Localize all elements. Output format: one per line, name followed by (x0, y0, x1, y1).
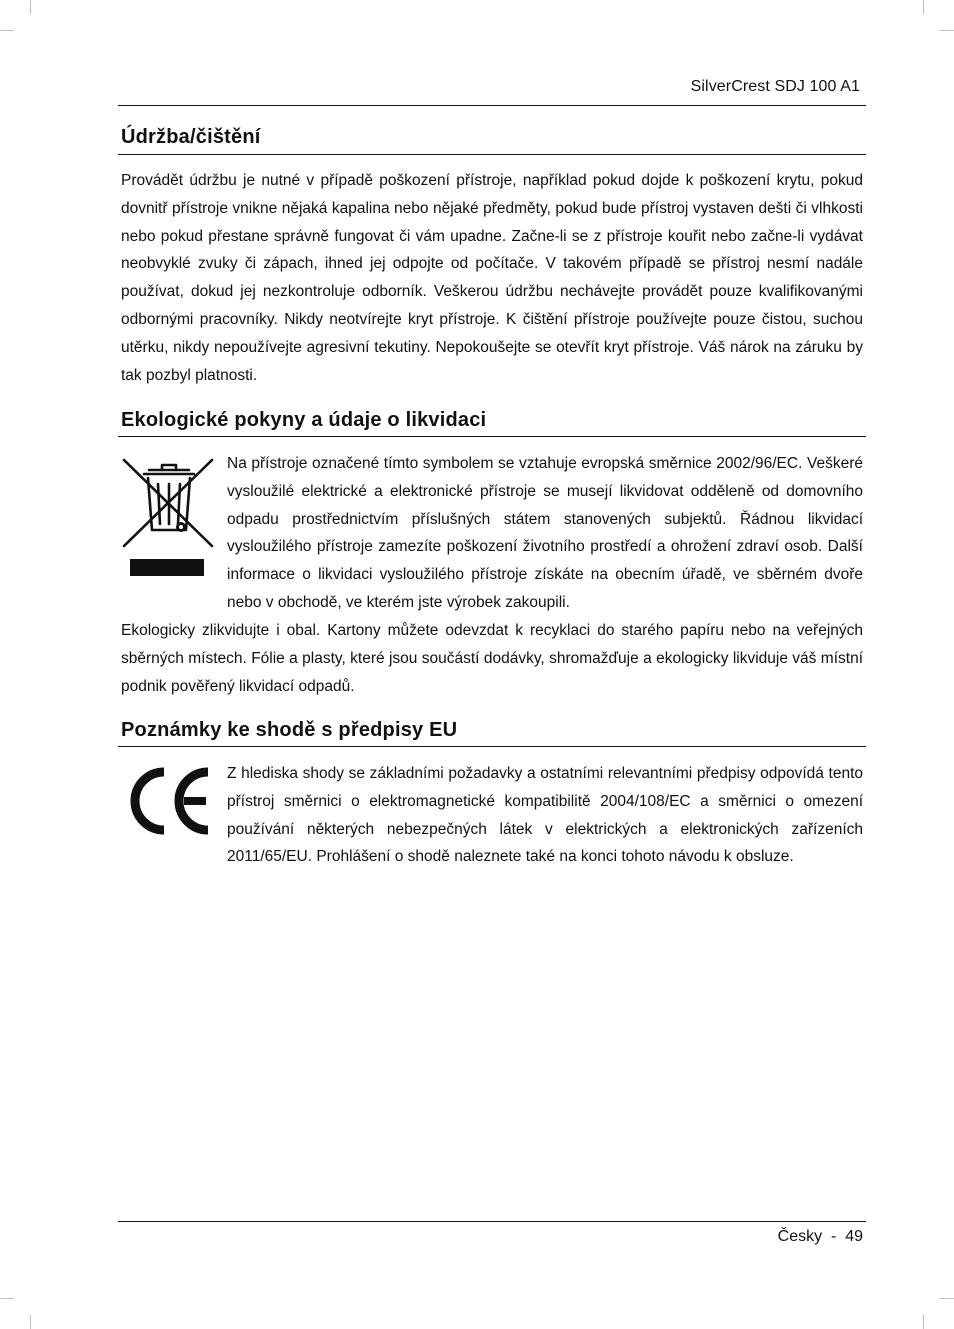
footer-divider (118, 1221, 866, 1222)
crop-mark (0, 1298, 14, 1299)
maintenance-paragraph: Provádět údržbu je nutné v případě poškození přístroje, například pokud dojde k poškození krytu, pokud dovnitř přístroje vnikne nějaká kapalina nebo nějaké předměty, pokud bude přístroj vystaven dešti či vlhkosti nebo pokud přestane správně fungovat či vám upadne. Začne-li se z přístroje kouřit nebo začne-li vydávat neobvyklé zvuky či zápach, ihned jej odpojte od počítače. V takovém případě se přístroj nesmí nadále používat, dokud jej nezkontroluje odborník. Veškerou údržbu nechávejte provádět pouze kvalifikovanými odbornými pracovníky. Nikdy neotvírejte kryt přístroje. K čištění přístroje používejte pouze čistou, suchou utěrku, nikdy nepoužívejte agresivní tekutiny. Nepokoušejte se otevřít kryt přístroje. Váš nárok na záruku by tak pozbyl platnosti. (121, 172, 863, 384)
crop-mark (940, 30, 954, 31)
ce-mark-icon (122, 766, 214, 836)
crop-mark (923, 1315, 924, 1329)
eu-conformity-paragraph: Z hlediska shody se základními požadavky a ostatními relevantními předpisy odpovídá tento přístroj směrnici o elektromagnetické kompatibilitě 2004/108/EC a směrnici o omezení používání některých nebezpečných látek v elektrických a elektronických zařízeních 2011/65/EU. Prohlášení o shodě naleznete také na konci tohoto návodu k obsluze. (227, 765, 863, 866)
crop-mark (0, 30, 14, 31)
section-divider (118, 746, 866, 747)
header-divider (118, 105, 866, 106)
section-divider (118, 436, 866, 437)
page-header-model: SilverCrest SDJ 100 A1 (690, 78, 860, 95)
page-number: Česky - 49 (777, 1228, 863, 1245)
section-divider (118, 154, 866, 155)
section-title-eu-conformity: Poznámky ke shodě s předpisy EU (121, 719, 458, 741)
section-title-maintenance: Údržba/čištění (121, 126, 261, 148)
crop-mark (923, 0, 924, 14)
crop-mark (940, 1298, 954, 1299)
section-title-disposal: Ekologické pokyny a údaje o likvidaci (121, 409, 487, 431)
crossed-out-wheelie-bin-icon (120, 456, 216, 578)
crop-mark (30, 1315, 31, 1329)
disposal-paragraph: Na přístroje označené tímto symbolem se vztahuje evropská směrnice 2002/96/EC. Veškeré vysloužilé elektrické a elektronické přístroje se musejí likvidovat odděleně od domovního odpadu prostřednictvím příslušných státem stanovených subjektů. Řádnou likvidací vysloužilého přístroje zamezíte poškození životního prostředí a ohrožení zdraví osob. Další informace o likvidaci vysloužilého přístroje získáte na obecním úřadě, ve sběrném dvoře nebo v obchodě, ve kterém jste výrobek zakoupili. (227, 455, 863, 611)
packaging-paragraph: Ekologicky zlikvidujte i obal. Kartony můžete odevzdat k recyklaci do starého papíru nebo na veřejných sběrných místech. Fólie a plasty, které jsou součástí dodávky, shromažďuje a ekologicky likviduje váš místní podnik pověřený likvidací odpadů. (121, 622, 863, 695)
crop-mark (30, 0, 31, 14)
